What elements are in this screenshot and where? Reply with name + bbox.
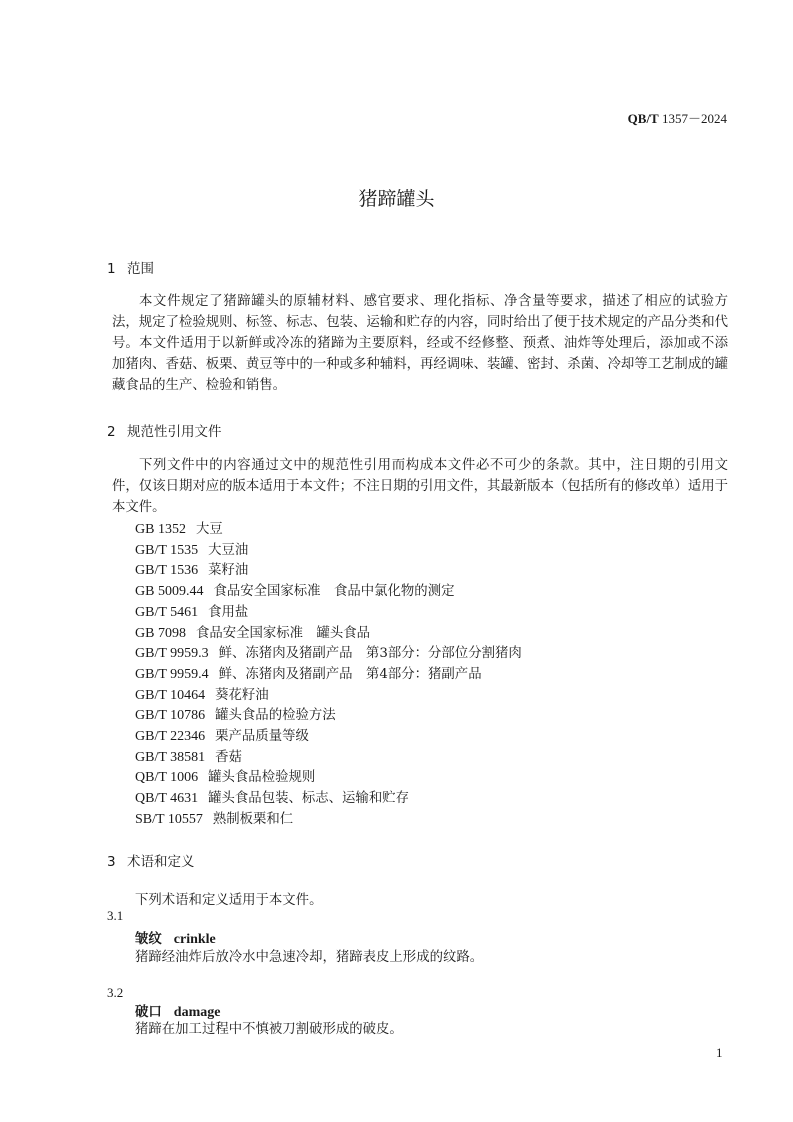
reference-title: 鲜、冻猪肉及猪副产品 第4部分：猪副产品 [218,666,482,682]
terms-intro: 下列术语和定义适用于本文件。 [135,893,323,908]
reference-code: GB/T 9959.4 [135,666,209,682]
document-title: 猪蹄罐头 [358,188,435,210]
references-intro: 下列文件中的内容通过文中的规范性引用而构成本文件必不可少的条款。其中，注日期的引用文件，仅该日期对应的版本适用于本文件；不注日期的引用文件，其最新版本（包括所有的修改单）适用于本文件。 [112,458,728,515]
reference-item [135,748,242,769]
reference-title: 食品安全国家标准 罐头食品 [195,625,371,641]
reference-code: GB/T 1536 [135,563,199,579]
reference-code: GB/T 9959.3 [135,646,209,662]
reference-title: 熟制板栗和仁 [212,811,294,827]
section-title: 术语和定义 [127,854,195,870]
reference-item [135,603,248,624]
reference-item [135,686,269,707]
reference-code: GB/T 1535 [135,542,199,558]
reference-item [135,727,309,748]
reference-item [135,541,248,562]
reference-title: 大豆 [195,522,223,537]
section-heading-normative-references [107,420,222,440]
term-heading [135,928,216,948]
standard-prefix: QB/T [627,111,659,126]
reference-code: SB/T 10557 [135,811,203,827]
page-number: 1 [716,1045,723,1060]
term-number: 3.2 [107,985,124,1000]
reference-title: 栗产品质量等级 [215,729,309,744]
term-cn: 皱纹 [135,932,162,947]
term-en: crinkle [173,932,216,947]
reference-title: 食品安全国家标准 食品中氯化物的测定 [213,584,455,600]
reference-title: 香菇 [215,749,242,765]
reference-code: GB 5009.44 [135,584,204,600]
reference-item [135,789,409,810]
reference-title: 罐头食品检验规则 [208,770,316,786]
reference-item [135,810,293,831]
reference-code: GB/T 10464 [135,687,206,703]
reference-code: GB/T 38581 [135,749,206,765]
section-number: 1 [107,261,116,277]
term-definition: 猪蹄经油炸后放冷水中急速冷却，猪蹄表皮上形成的纹路。 [135,950,484,965]
reference-title: 菜籽油 [208,563,249,579]
reference-code: GB 7098 [135,625,186,641]
term-number: 3.1 [107,908,124,923]
reference-title: 葵花籽油 [215,687,269,703]
section-number: 3 [107,854,116,870]
section-heading-terms [107,850,195,870]
reference-item [135,520,223,541]
term-en: damage [173,1005,221,1020]
reference-code: GB/T 22346 [135,729,206,744]
reference-item [135,644,522,665]
reference-code: GB/T 10786 [135,708,206,724]
reference-item [135,706,336,727]
reference-item [135,768,315,789]
reference-title: 鲜、冻猪肉及猪副产品 第3部分：分部位分割猪肉 [218,646,522,662]
reference-title: 罐头食品包装、标志、运输和贮存 [208,791,409,807]
reference-code: QB/T 4631 [135,791,199,807]
term-cn: 破口 [135,1005,162,1020]
reference-title: 罐头食品的检验方法 [215,708,336,724]
reference-item [135,582,454,603]
section-heading-scope [107,257,154,277]
standard-code: 1357－2024 [661,111,727,126]
reference-code: GB 1352 [135,522,186,537]
section-number: 2 [107,424,116,440]
scope-paragraph: 本文件适用于以新鲜或冷冻的猪蹄为主要原料，经或不经修整、预煮、油炸等处理后，添加或不添加猪肉、香菇、板栗、黄豆等中的一种或多种辅料，再经调味、装罐、密封、杀菌、冷却等工艺制成的罐藏食品的生产、检验和销售。 [112,336,728,393]
reference-item [135,665,482,686]
scope-paragraph: 本文件规定了猪蹄罐头的原辅材料、感官要求、理化指标、净含量等要求，描述了相应的试验方法，规定了检验规则、标签、标志、包装、运输和贮存的内容，同时给出了便于技术规定的产品分类和代号。 [112,294,728,351]
reference-code: QB/T 1006 [135,770,199,786]
reference-item [135,561,248,582]
reference-title: 大豆油 [208,542,249,558]
section-title: 规范性引用文件 [127,424,222,440]
reference-title: 食用盐 [208,604,249,620]
reference-code: GB/T 5461 [135,604,199,620]
standard-number [628,108,727,127]
section-title: 范围 [127,261,154,277]
reference-item [135,624,370,645]
term-definition: 猪蹄在加工过程中不慎被刀割破形成的破皮。 [135,1022,403,1037]
